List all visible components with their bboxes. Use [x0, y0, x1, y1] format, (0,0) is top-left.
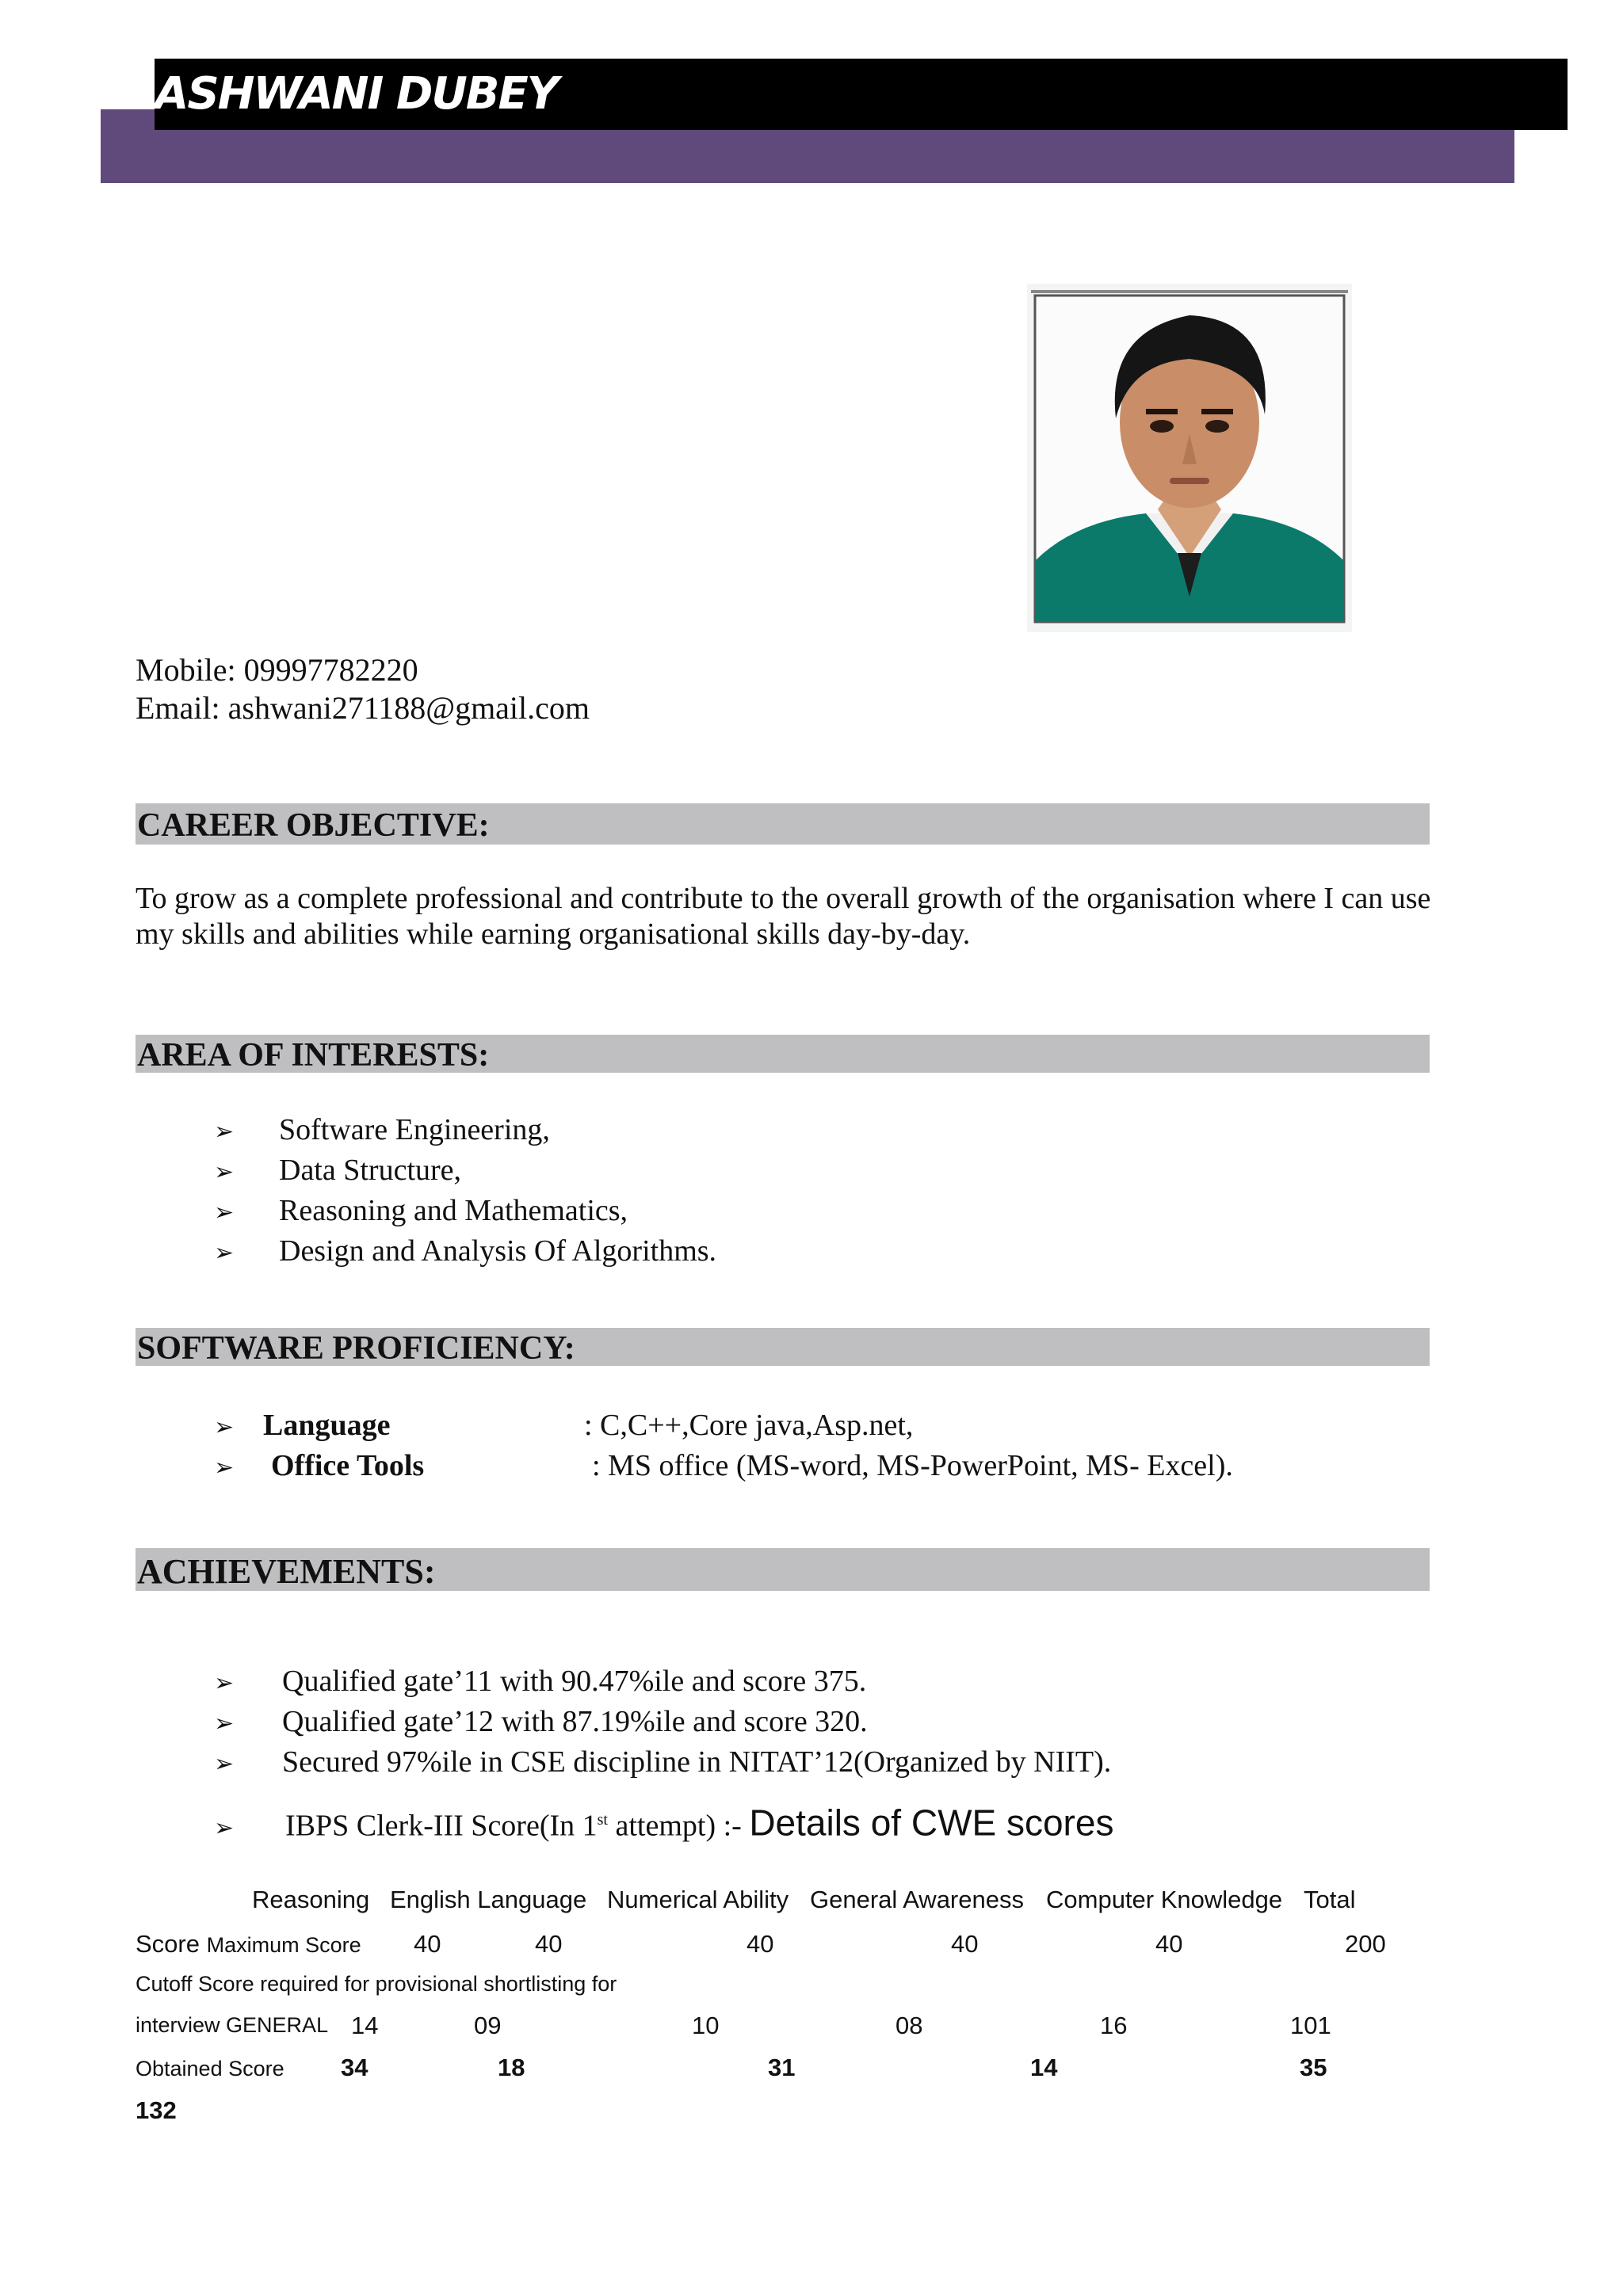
- career-objective-text: To grow as a complete professional and contribute to the overall growth of the organisation where I can use my skills and abilities while earning organisational skills day-by-day.: [136, 882, 1431, 951]
- table-cell: 34: [341, 2054, 369, 2081]
- portrait-icon: [1027, 284, 1352, 632]
- list-item: ➢ Secured 97%ile in CSE discipline in NITAT’12(Organized by NIIT).: [214, 1743, 1113, 1783]
- arrow-bullet-icon: ➢: [214, 1750, 235, 1778]
- max-score-label: Score Maximum Score: [136, 1930, 361, 1958]
- table-cell: 40: [1155, 1930, 1183, 1958]
- arrow-bullet-icon: ➢: [214, 1413, 235, 1441]
- table-cell: 18: [498, 2054, 525, 2081]
- table-cell: 40: [414, 1930, 441, 1958]
- table-cell: 10: [692, 2012, 720, 2039]
- table-cell: 14: [351, 2012, 379, 2039]
- mobile-number: Mobile: 09997782220: [136, 652, 418, 688]
- obtained-score-label: Obtained Score: [136, 2057, 285, 2081]
- email-address: Email: ashwani271188@gmail.com: [136, 690, 590, 726]
- obtained-total: 132: [136, 2096, 177, 2124]
- header-reasoning: Reasoning: [252, 1886, 370, 1913]
- career-objective-heading: CAREER OBJECTIVE:: [136, 803, 1430, 845]
- cutoff-label-general: interview GENERAL: [136, 2013, 329, 2037]
- arrow-bullet-icon: ➢: [214, 1669, 235, 1697]
- achievements-list: [214, 1662, 1113, 1848]
- table-cell: 200: [1345, 1930, 1386, 1958]
- achievements-heading: ACHIEVEMENTS:: [136, 1548, 1430, 1591]
- table-cell: 40: [535, 1930, 563, 1958]
- table-cell: 40: [747, 1930, 774, 1958]
- arrow-bullet-icon: ➢: [214, 1454, 235, 1482]
- header-computer: Computer Knowledge: [1046, 1886, 1283, 1913]
- list-item: ➢ Software Engineering,: [214, 1111, 716, 1151]
- arrow-bullet-icon: ➢: [214, 1158, 235, 1186]
- arrow-bullet-icon: ➢: [214, 1118, 235, 1146]
- cwe-scores-heading: Details of CWE scores: [749, 1802, 1114, 1844]
- header-total: Total: [1304, 1886, 1356, 1913]
- table-cell: 101: [1290, 2012, 1331, 2039]
- header-general-awareness: General Awareness: [810, 1886, 1024, 1913]
- table-cell: 31: [768, 2054, 796, 2081]
- interests-list: [214, 1111, 716, 1272]
- arrow-bullet-icon: ➢: [214, 1710, 235, 1737]
- list-item: ➢ Data Structure,: [214, 1151, 716, 1192]
- list-item: ➢ Qualified gate’12 with 87.19%ile and score 320.: [214, 1703, 1113, 1743]
- table-cell: 09: [474, 2012, 502, 2039]
- header-english: English Language: [390, 1886, 587, 1913]
- contact-info: [136, 651, 590, 727]
- ibps-score-line: IBPS Clerk-III Score(In 1st attempt) :- Details of CWE scores: [285, 1802, 1114, 1844]
- software-list: [214, 1406, 1233, 1487]
- header-numerical: Numerical Ability: [607, 1886, 789, 1913]
- list-item: ➢ Language : C,C++,Core java,Asp.net,: [214, 1406, 1233, 1447]
- table-cell: 08: [896, 2012, 923, 2039]
- table-cell: 14: [1030, 2054, 1058, 2081]
- list-item: ➢ Qualified gate’11 with 90.47%ile and score 375.: [214, 1662, 1113, 1703]
- table-cell: 40: [951, 1930, 979, 1958]
- arrow-bullet-icon: ➢: [214, 1239, 235, 1267]
- arrow-bullet-icon: ➢: [214, 1814, 235, 1842]
- area-of-interests-heading: AREA OF INTERESTS:: [136, 1035, 1430, 1073]
- list-item: ➢ Design and Analysis Of Algorithms.: [214, 1232, 716, 1272]
- list-item: ➢ Office Tools : MS office (MS-word, MS-PowerPoint, MS- Excel).: [214, 1447, 1233, 1487]
- table-cell: 16: [1100, 2012, 1128, 2039]
- list-item: ➢ Reasoning and Mathematics,: [214, 1192, 716, 1232]
- software-proficiency-heading: SOFTWARE PROFICIENCY:: [136, 1328, 1430, 1366]
- cutoff-label: Cutoff Score required for provisional shortlisting for: [136, 1972, 617, 1996]
- table-cell: 35: [1300, 2054, 1327, 2081]
- portrait-photo: [1027, 284, 1352, 632]
- list-item: [214, 1801, 1113, 1848]
- candidate-name: ASHWANI DUBEY: [155, 59, 1568, 130]
- arrow-bullet-icon: ➢: [214, 1199, 235, 1226]
